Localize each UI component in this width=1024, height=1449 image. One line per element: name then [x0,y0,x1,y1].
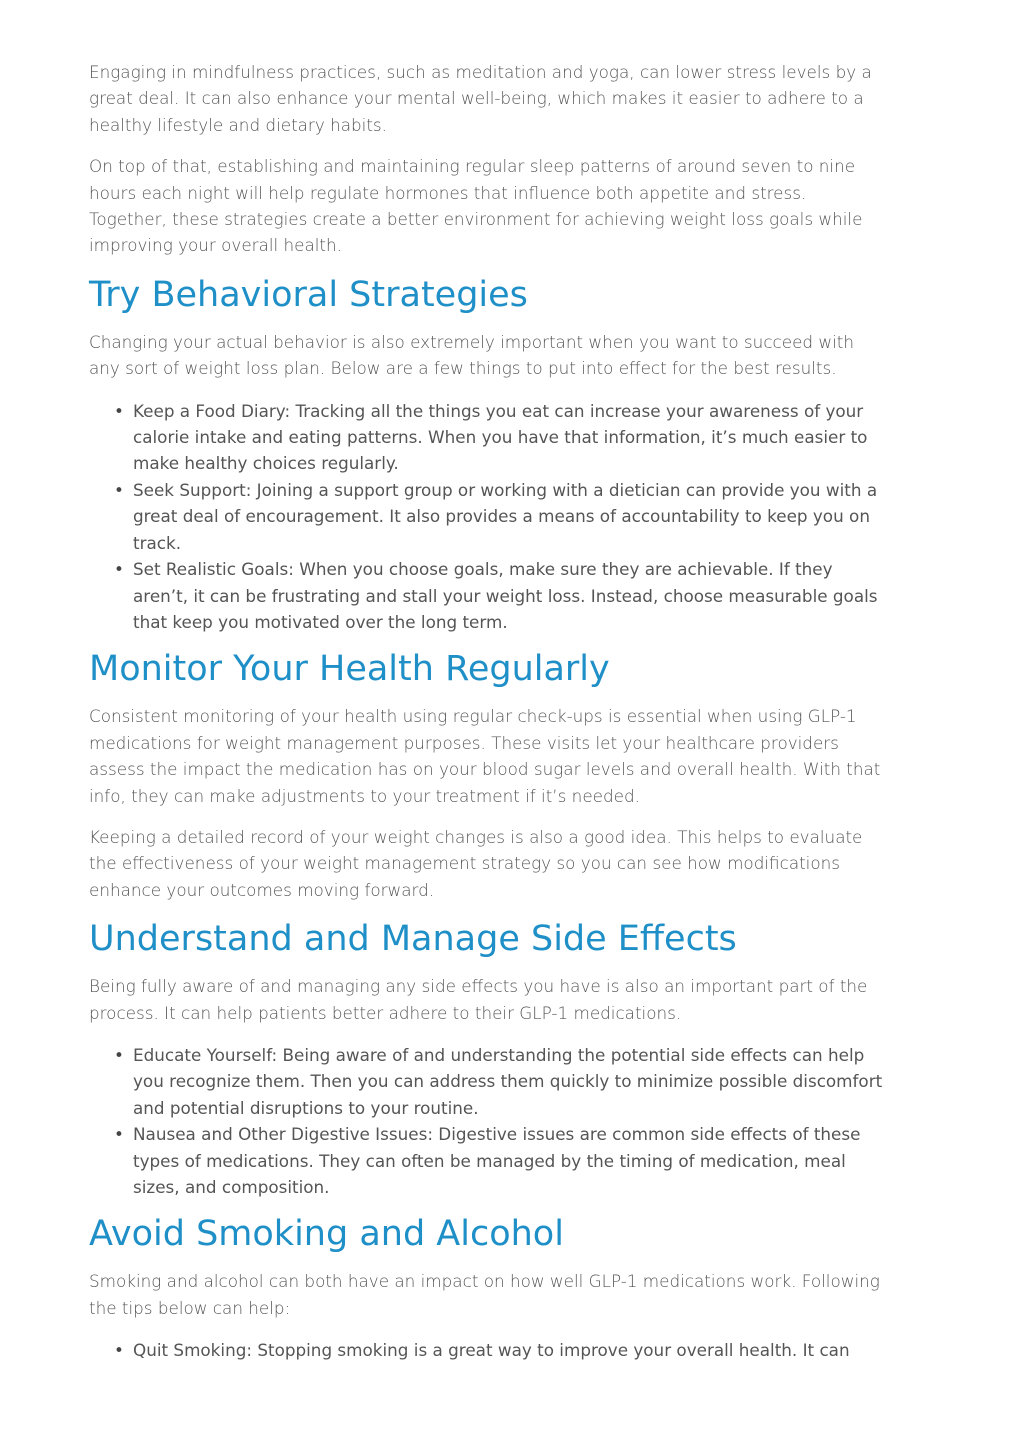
section-heading: Understand and Manage Side Effects [89,919,737,960]
bullet-icon: • [114,1124,124,1145]
list-item-text: Quit Smoking: Stopping smoking is a great way to improve your overall health. It can [133,1340,850,1361]
section-paragraph: Keeping a detailed record of your weight changes is also a good idea. This helps to evaluate the effectiveness of your weight management strategy so you can see how modifications enhance your outcomes moving forward. [89,826,863,900]
intro-paragraph: Engaging in mindfulness practices, such as meditation and yoga, can lower stress levels by a great deal. It can also enhance your mental well-being, which makes it easier to adhere to a healthy lifestyle and dietary habits. [89,62,872,135]
section-heading: Try Behavioral Strategies [89,274,528,315]
list-item-text: Nausea and Other Digestive Issues: Digestive issues are common side effects of these types of medications. They can often be managed by the timing of medication, meal sizes, and composition. [133,1124,861,1197]
section-paragraph: Being fully aware of and managing any side effects you have is also an important part of the process. It can help patients better adhere to their GLP-1 medications. [89,976,868,1023]
section-paragraph: Smoking and alcohol can both have an impact on how well GLP-1 medications work. Following the tips below can help: [89,1271,880,1318]
bullet-icon: • [114,1044,124,1065]
bullet-icon: • [114,1340,124,1361]
section-side-effects [89,919,889,1200]
document-page [89,59,889,1364]
intro-paragraph: On top of that, establishing and maintaining regular sleep patterns of around seven to nine hours each night will help regulate hormones that influence both appetite and stress. Together, these strategies create a better environment for achieving weight loss goals while improving your overall health. [89,156,863,256]
list-item [114,556,889,635]
section-heading: Avoid Smoking and Alcohol [89,1214,564,1255]
bullet-list [89,1042,889,1200]
list-item [114,1042,889,1121]
bullet-icon: • [114,479,124,500]
list-item [114,398,889,477]
section-avoid-smoking-alcohol [89,1214,889,1363]
intro-section [89,59,889,259]
list-item [114,477,889,556]
list-item-text: Set Realistic Goals: When you choose goals, make sure they are achievable. If they aren’t, it can be frustrating and stall your weight loss. Instead, choose measurable goals that keep you motivated over the long term. [133,559,878,632]
list-item-text: Educate Yourself: Being aware of and understanding the potential side effects can help you recognize them. Then you can address them quickly to minimize possible discomfort and potential disruptions to your routine. [133,1044,883,1118]
bullet-list [89,398,889,636]
bullet-list [89,1337,889,1363]
list-item-text: Keep a Food Diary: Tracking all the things you eat can increase your awareness of your calorie intake and eating patterns. When you have that information, it’s much easier to make healthy choices regularly. [133,400,868,474]
section-paragraph: Consistent monitoring of your health using regular check-ups is essential when using GLP-1 medications for weight management purposes. These visits let your healthcare providers assess the impact the medication has on your blood sugar levels and overall health. With that info, they can make adjustments to your treatment if it’s needed. [89,706,881,806]
list-item [114,1121,889,1200]
bullet-icon: • [114,559,124,580]
section-monitor-health [89,649,889,903]
section-paragraph: Changing your actual behavior is also extremely important when you want to succeed with any sort of weight loss plan. Below are a few things to put into effect for the best results. [89,331,855,379]
list-item-text: Seek Support: Joining a support group or working with a dietician can provide you with a great deal of encouragement. It also provides a means of accountability to keep you on track. [133,479,878,553]
section-behavioral-strategies [89,275,889,635]
list-item [114,1337,889,1363]
bullet-icon: • [114,400,124,421]
section-heading: Monitor Your Health Regularly [89,649,610,690]
